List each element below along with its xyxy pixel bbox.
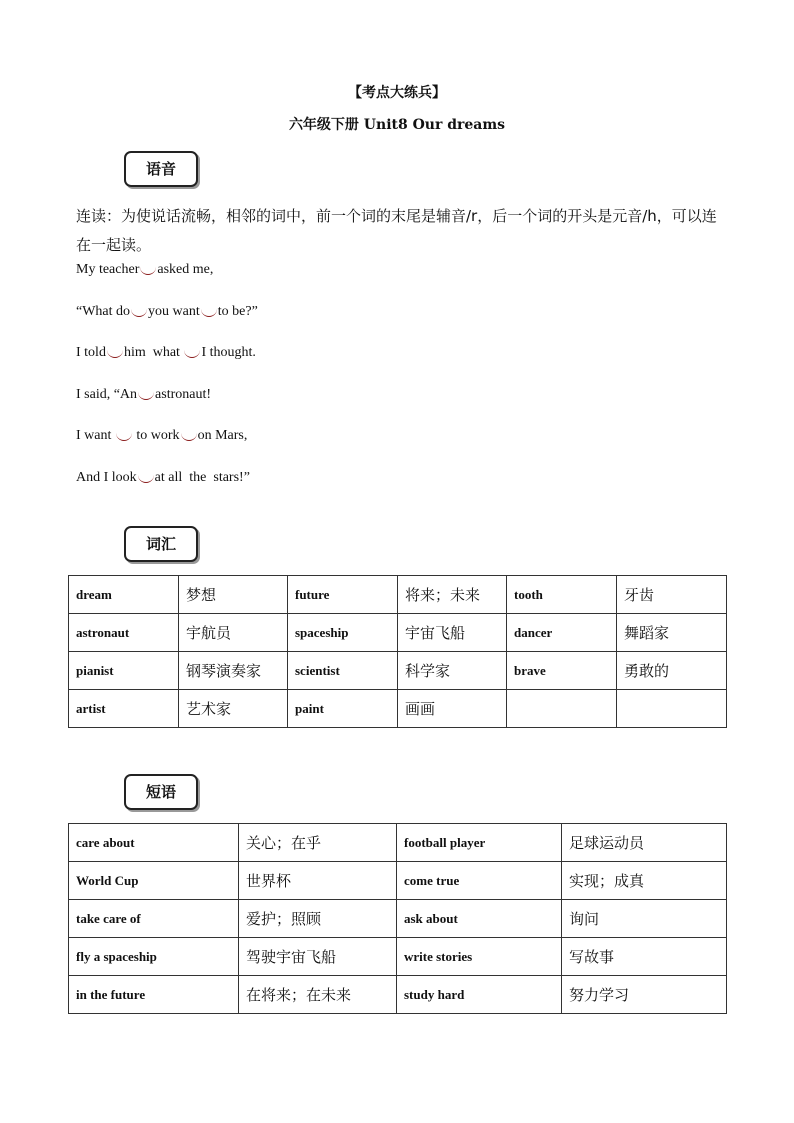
english-term-cell: come true <box>397 862 562 900</box>
table-row <box>69 576 727 614</box>
phonics-badge: 语音 <box>124 151 198 187</box>
table-row <box>69 900 727 938</box>
table-row <box>69 652 727 690</box>
phrases-badge: 短语 <box>124 774 198 810</box>
liaison-arc <box>181 433 197 441</box>
liaison-arc <box>131 309 147 317</box>
table-row <box>69 976 727 1014</box>
line-segment: And I look <box>76 470 137 485</box>
phrases-table <box>68 823 727 1014</box>
line-segment: I thought. <box>201 345 256 360</box>
english-term-cell: paint <box>288 690 398 728</box>
line-segment: I said, “An <box>76 387 138 402</box>
english-term-cell: ask about <box>397 900 562 938</box>
liaison-arc <box>184 350 200 358</box>
line-segment: at all the stars!” <box>154 470 250 485</box>
chinese-meaning-cell: 努力学习 <box>562 976 727 1014</box>
english-term-cell: spaceship <box>288 614 398 652</box>
liaison-arc <box>201 309 217 317</box>
chinese-meaning-cell: 爱护；照顾 <box>239 900 397 938</box>
chinese-meaning-cell <box>617 690 727 728</box>
english-term-cell: scientist <box>288 652 398 690</box>
table-row <box>69 862 727 900</box>
liaison-arc <box>116 433 132 441</box>
chinese-meaning-cell: 牙齿 <box>617 576 727 614</box>
table-row <box>69 824 727 862</box>
english-term-cell: future <box>288 576 398 614</box>
phonics-line-5 <box>76 428 247 444</box>
english-term-cell: World Cup <box>69 862 239 900</box>
english-term-cell: tooth <box>507 576 617 614</box>
line-segment: I want <box>76 428 115 443</box>
chinese-meaning-cell: 将来；未来 <box>398 576 507 614</box>
chinese-meaning-cell: 艺术家 <box>179 690 288 728</box>
table-row <box>69 614 727 652</box>
english-term-cell: artist <box>69 690 179 728</box>
bracket-title: 【考点大练兵】 <box>348 85 446 101</box>
line-segment: him what <box>123 345 184 360</box>
english-term-cell: take care of <box>69 900 239 938</box>
chinese-meaning-cell: 在将来；在未来 <box>239 976 397 1014</box>
english-term-cell: brave <box>507 652 617 690</box>
english-term-cell: in the future <box>69 976 239 1014</box>
unit-title: 六年级下册 Unit8 Our dreams <box>288 117 506 133</box>
phonics-line-6 <box>76 470 250 486</box>
chinese-meaning-cell: 科学家 <box>398 652 507 690</box>
chinese-meaning-cell: 关心；在乎 <box>239 824 397 862</box>
phonics-line-1 <box>76 262 213 278</box>
liaison-arc <box>138 475 154 483</box>
liaison-arc <box>140 267 156 275</box>
english-term-cell: study hard <box>397 976 562 1014</box>
chinese-meaning-cell: 写故事 <box>562 938 727 976</box>
chinese-meaning-cell: 梦想 <box>179 576 288 614</box>
line-segment: astronaut! <box>155 387 212 402</box>
vocab-badge: 词汇 <box>124 526 198 562</box>
table-row <box>69 938 727 976</box>
line-segment: on Mars, <box>197 428 248 443</box>
table-row <box>69 690 727 728</box>
chinese-meaning-cell: 画画 <box>398 690 507 728</box>
english-term-cell: dancer <box>507 614 617 652</box>
phonics-line-3 <box>76 345 256 361</box>
phonics-line-2 <box>76 304 258 320</box>
liaison-arc <box>138 392 154 400</box>
phonics-line-4 <box>76 387 211 403</box>
vocab-table <box>68 575 727 728</box>
chinese-meaning-cell: 世界杯 <box>239 862 397 900</box>
english-term-cell: astronaut <box>69 614 179 652</box>
line-segment: to be?” <box>217 304 258 319</box>
chinese-meaning-cell: 足球运动员 <box>562 824 727 862</box>
english-term-cell <box>507 690 617 728</box>
phonics-intro: 连读：为使说话流畅，相邻的词中，前一个词的末尾是辅音/r，后一个词的开头是元音/h，可以连在一起读。 <box>76 207 717 254</box>
line-segment: to work <box>132 428 180 443</box>
liaison-arc <box>107 350 123 358</box>
chinese-meaning-cell: 勇敢的 <box>617 652 727 690</box>
chinese-meaning-cell: 宇航员 <box>179 614 288 652</box>
english-term-cell: pianist <box>69 652 179 690</box>
line-segment: you want <box>148 304 200 319</box>
chinese-meaning-cell: 舞蹈家 <box>617 614 727 652</box>
chinese-meaning-cell: 实现；成真 <box>562 862 727 900</box>
chinese-meaning-cell: 宇宙飞船 <box>398 614 507 652</box>
line-segment: My teacher <box>76 262 140 277</box>
line-segment: asked me, <box>157 262 214 277</box>
chinese-meaning-cell: 询问 <box>562 900 727 938</box>
english-term-cell: care about <box>69 824 239 862</box>
chinese-meaning-cell: 驾驶宇宙飞船 <box>239 938 397 976</box>
english-term-cell: football player <box>397 824 562 862</box>
english-term-cell: dream <box>69 576 179 614</box>
english-term-cell: fly a spaceship <box>69 938 239 976</box>
line-segment: I told <box>76 345 106 360</box>
english-term-cell: write stories <box>397 938 562 976</box>
line-segment: “What do <box>76 304 131 319</box>
chinese-meaning-cell: 钢琴演奏家 <box>179 652 288 690</box>
